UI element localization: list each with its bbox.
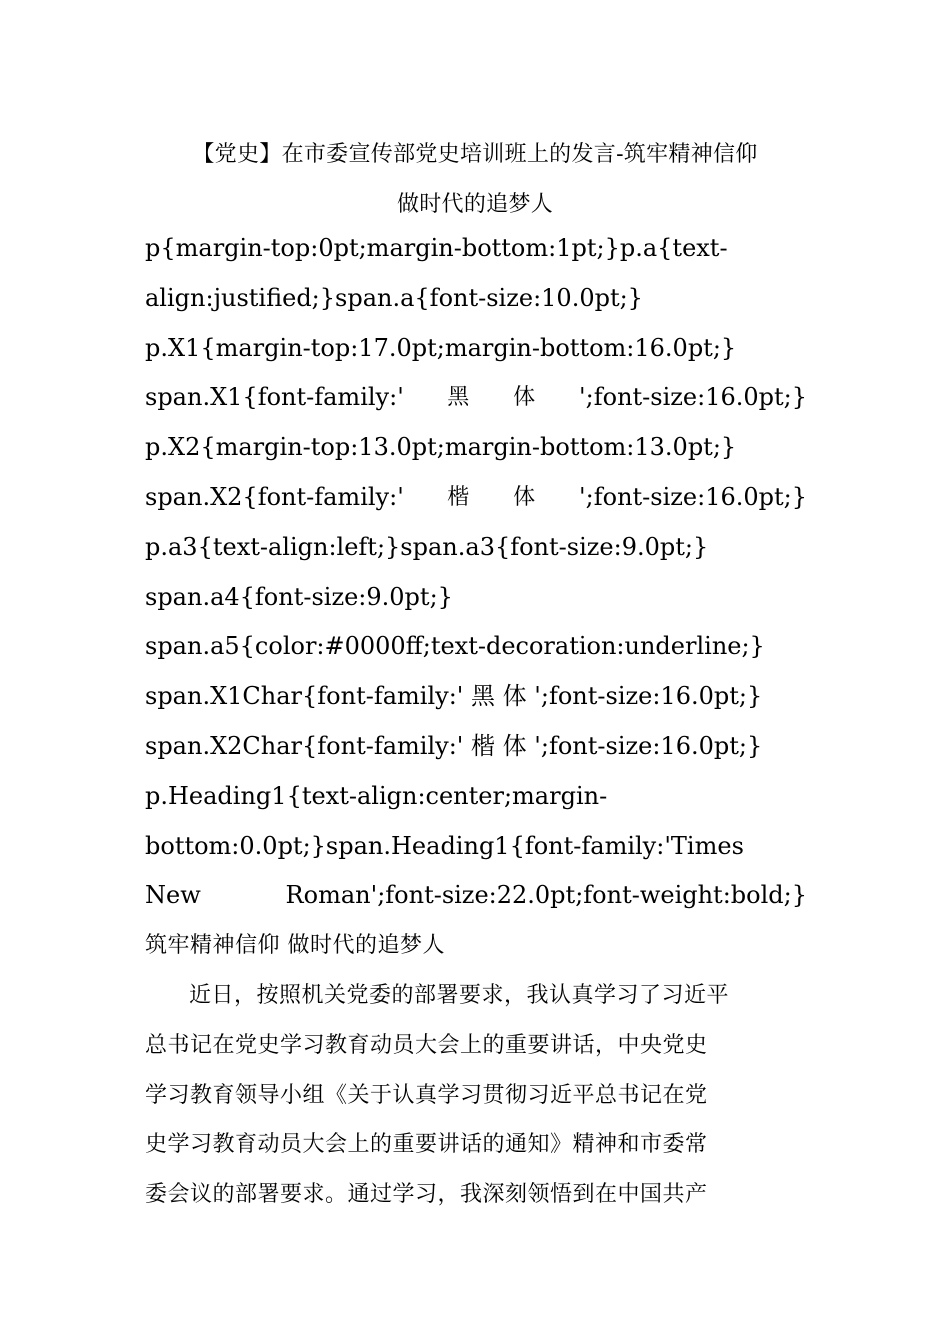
paragraph-line: 史学习教育动员大会上的重要讲话的通知》精神和市委常 — [145, 1132, 708, 1158]
css-text-line: p.X2{margin-top:13.0pt;margin-bottom:13.0pt;} — [145, 433, 737, 462]
css-text-line: align:justified;}span.a{font-size:10.0pt;} — [145, 283, 643, 312]
css-text-line: bottom:0.0pt;}span.Heading1{font-family:'Times — [145, 831, 744, 860]
css-text-line: p.X1{margin-top:17.0pt;margin-bottom:16.0pt;} — [145, 333, 737, 362]
title-line-2: 做时代的追梦人 — [396, 192, 554, 217]
paragraph-line: 学习教育领导小组《关于认真学习贯彻习近平总书记在党 — [145, 1082, 708, 1108]
css-text-line: span.X2Char{font-family:' 楷 体 ';font-size:16.0pt;} — [145, 731, 763, 760]
css-text-line: New Roman';font-size:22.0pt;font-weight:bold;} — [145, 881, 807, 910]
document-body — [145, 224, 807, 1220]
css-text-line: p.Heading1{text-align:center;margin- — [145, 781, 608, 810]
title-line-1: 【党史】在市委宣传部党史培训班上的发言-筑牢精神信仰 — [192, 142, 758, 167]
css-text-line: p.a3{text-align:left;}span.a3{font-size:9.0pt;} — [145, 532, 709, 561]
paragraph-line: 总书记在党史学习教育动员大会上的重要讲话，中央党史 — [145, 1032, 708, 1058]
section-subtitle: 筑牢精神信仰 做时代的追梦人 — [145, 933, 445, 959]
css-text-line: span.X1{font-family:' 黑 体 ';font-size:16.0pt;} — [145, 383, 807, 412]
paragraph-line: 委会议的部署要求。通过学习，我深刻领悟到在中国共产 — [145, 1182, 708, 1208]
css-text-line: p{margin-top:0pt;margin-bottom:1pt;}p.a{text- — [145, 234, 728, 262]
css-text-line: span.X2{font-family:' 楷 体 ';font-size:16.0pt;} — [145, 482, 807, 511]
css-text-line: span.a5{color:#0000ff;text-decoration:underline;} — [145, 632, 765, 661]
document-title — [145, 130, 805, 230]
css-text-line: span.X1Char{font-family:' 黑 体 ';font-size:16.0pt;} — [145, 682, 763, 711]
css-text-line: span.a4{font-size:9.0pt;} — [145, 582, 453, 611]
paragraph-line: 近日，按照机关党委的部署要求，我认真学习了习近平 — [189, 982, 730, 1008]
